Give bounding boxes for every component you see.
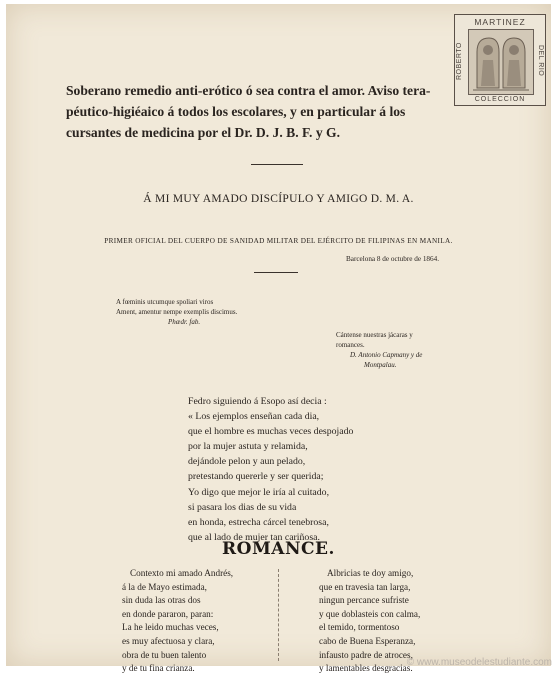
romance-heading: ROMANCE. — [222, 539, 335, 559]
verse-line: ningun percance sufriste — [319, 595, 409, 606]
epigraph-line: romances. — [336, 341, 365, 349]
poem-line: en honda, estrecha cárcel tenebrosa, — [188, 516, 329, 528]
verse-line: Albricias te doy amigo, — [327, 568, 414, 578]
collection-stamp — [454, 14, 546, 106]
dedication: Á MI MUY AMADO DISCÍPULO Y AMIGO D. M. A. — [143, 193, 414, 205]
stamp-emblem-icon — [468, 29, 534, 95]
spanish-epigraph — [336, 330, 422, 370]
epigraph-attribution: Phædr. fab. — [168, 318, 201, 326]
verse-line: La he leido muchas veces, — [122, 622, 219, 633]
poem-line: que al lado de mujer tan cariñosa. — [188, 531, 320, 543]
latin-epigraph — [116, 297, 237, 327]
verse-line: infausto padre de atroces, — [319, 649, 413, 660]
title-line: Soberano remedio anti-erótico ó sea contra el amor. Aviso tera- — [66, 83, 431, 98]
verse-line: obra de tu buen talento — [122, 649, 207, 660]
dedicatee-role: PRIMER OFICIAL DEL CUERPO DE SANIDAD MILITAR DEL EJÉRCITO DE FILIPINAS EN MANILA. — [104, 237, 453, 245]
poem-line: « Los ejemplos enseñan cada dia, — [188, 411, 320, 423]
stamp-top-text: MARTINEZ — [474, 17, 526, 27]
poem-line: Fedro siguiendo á Esopo así decia : — [188, 396, 327, 407]
section-divider — [254, 272, 298, 273]
verse-line: y de tu fina crianza. — [122, 663, 195, 674]
place-date: Barcelona 8 de octubre de 1864. — [345, 255, 439, 263]
verse-line: en donde pararon, paran: — [122, 608, 214, 619]
verse-line: es muy afectuosa y clara, — [122, 635, 215, 646]
verse-line: sin duda las otras dos — [122, 595, 201, 606]
epigraph-line: A fœminis utcumque spoliari viros — [116, 298, 214, 306]
epigraph-line: Cántense nuestras jácaras y — [336, 331, 413, 339]
romance-column-left — [122, 567, 233, 676]
document-page — [6, 4, 552, 674]
title-line: péutico-higiéaico á todos los escolares, y en particular á los — [66, 104, 406, 119]
poem-line: por la mujer astuta y relamida, — [188, 441, 308, 453]
verse-line: y lamentables desgracias. — [319, 663, 413, 674]
epigraph-line: Ament, amentur nempe exemplis discimus. — [116, 308, 238, 316]
poem-line: que el hombre es muchas veces despojado — [188, 426, 354, 438]
stamp-right-text: DEL RIO — [537, 45, 544, 77]
poem-line: si pasara los dias de su vida — [188, 501, 297, 513]
verse-line: y que doblasteis con calma, — [319, 608, 421, 619]
stamp-left-text: ROBERTO — [456, 42, 463, 80]
column-divider — [278, 569, 279, 661]
poem-line: dejándole pelon y aun pelado, — [188, 456, 306, 468]
epigraph-attribution: D. Antonio Capmany y de — [350, 351, 423, 359]
verse-line: á la de Mayo estimada, — [122, 581, 207, 592]
fable-poem — [188, 394, 353, 545]
verse-line: el temido, tormentoso — [319, 622, 400, 633]
poem-line: Yo digo que mejor le iría al cuitado, — [188, 486, 330, 498]
document-title — [66, 80, 456, 143]
title-line: cursantes de medicina por el Dr. D. J. B. F. y G. — [66, 125, 341, 140]
verse-line: Contexto mi amado Andrés, — [130, 568, 234, 578]
website-watermark: © www.museodelestudiante.com — [406, 657, 552, 668]
poem-line: pretestando quererle y ser querida; — [188, 471, 324, 483]
epigraph-attribution: Montpalau. — [364, 361, 397, 369]
verse-line: cabo de Buena Esperanza, — [319, 635, 416, 646]
stamp-bottom-text: COLECCION — [474, 96, 526, 103]
verse-line: que en travesia tan larga, — [319, 581, 411, 592]
title-divider — [251, 164, 303, 165]
